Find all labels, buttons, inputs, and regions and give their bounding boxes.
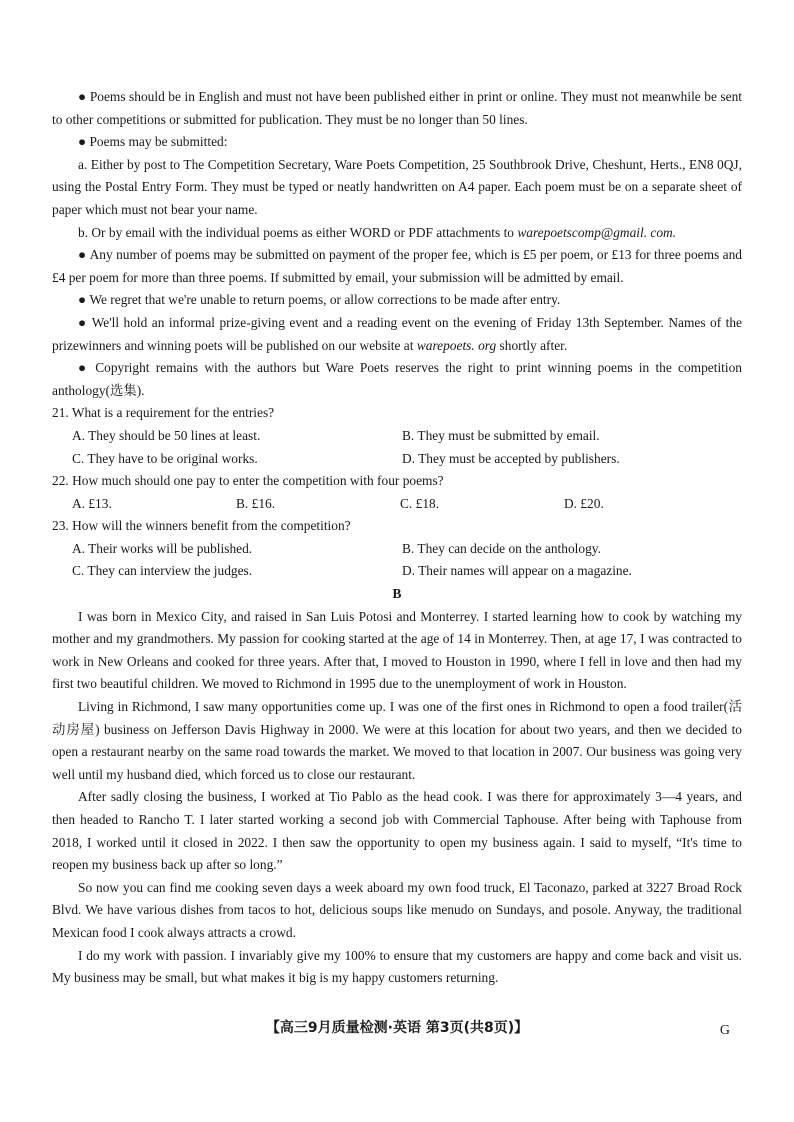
option-a: A. Their works will be published.: [72, 540, 253, 556]
option-b: B. £16.: [236, 495, 276, 511]
option-d: D. Their names will appear on a magazine.: [402, 563, 632, 579]
question-stem: 23. How will the winners benefit from the competition?: [52, 518, 351, 534]
notice-bullet-1: ● Poems should be in English and must not have been published either in print or online. They must not meanwhile be sent to other competitions or submitted for publication. They must be no longer than 50 lines.: [52, 86, 742, 131]
page-body: [52, 86, 742, 990]
option-c: C. They can interview the judges.: [72, 563, 253, 579]
paper-version-mark: G: [719, 1023, 730, 1038]
option-d: D. They must be accepted by publishers.: [402, 450, 620, 466]
notice-sub-a: a. Either by post to The Competition Secretary, Ware Poets Competition, 25 Southbrook Drive, Cheshunt, Herts., EN8 0QJ, using the Postal Entry Form. They must be typed or neatly handwritten on A4 paper. Each poem must be on a separate sheet of paper which must not bear your name.: [52, 156, 742, 217]
passage-b-paragraph-5: I do my work with passion. I invariably give my 100% to ensure that my customers are happy and come back and visit us. My business may be small, but what makes it big is my happy customers returning.: [52, 947, 742, 986]
passage-b-paragraph-4: So now you can find me cooking seven days a week aboard my own food truck, El Taconazo, parked at 3227 Broad Rock Blvd. We have various dishes from tacos to hot, delicious soups like menudo on Sundays, and posole. Anyway, the traditional Mexican food I cook always attracts a crowd.: [52, 879, 742, 940]
passage-b-paragraph-3: After sadly closing the business, I worked at Tio Pablo as the head cook. I was there for approximately 3—4 years, and then headed to Rancho T. I later started working a second job with Commercial Taphouse. After being with Taphouse from 2018, I worked until it closed in 2022. I then saw the opportunity to open my business again. I said to myself, “It's time to reopen my business back up after so long.”: [52, 789, 742, 873]
option-c: C. They have to be original works.: [72, 450, 258, 466]
question-stem: 21. What is a requirement for the entries?: [52, 405, 275, 421]
notice-bullet-2: ● Poems may be submitted:: [52, 131, 742, 154]
question-stem: 22. How much should one pay to enter the competition with four poems?: [52, 473, 444, 489]
notice-bullet-3: ● Any number of poems may be submitted on payment of the proper fee, which is £5 per poem, or £13 for three poems and £4 per poem for more than three poems. If submitted by email, your submission will be admitted by email.: [52, 244, 742, 289]
section-b-heading: B: [392, 586, 402, 602]
option-c: C. £18.: [400, 495, 440, 511]
contact-email: warepoetscomp@gmail. com.: [517, 224, 677, 240]
option-b: B. They can decide on the anthology.: [402, 540, 601, 556]
notice-bullet-4: ● We regret that we're unable to return poems, or allow corrections to be made after entry.: [52, 289, 742, 312]
passage-b-paragraph-1: I was born in Mexico City, and raised in San Luis Potosi and Monterrey. I started learning how to cook by watching my mother and my grandmothers. My passion for cooking started at the age of 14 in Monterrey. Then, at age 17, I was contracted to work in New Orleans and cooked for three years. After that, I moved to Houston in 1990, where I fell in love and then had my first two beautiful children. We moved to Richmond in 1995 due to the unemployment of work in Houston.: [52, 608, 742, 692]
option-a: A. £13.: [72, 495, 112, 511]
question-22: [52, 470, 742, 515]
question-options: [52, 493, 742, 516]
notice-bullet-6: ● Copyright remains with the authors but Ware Poets reserves the right to print winning poems in the competition anthology(选集).: [52, 357, 742, 402]
option-a: A. They should be 50 lines at least.: [72, 427, 261, 443]
notice-sub-b-text: b. Or by email with the individual poems as either WORD or PDF attachments to: [78, 224, 518, 240]
passage-b-paragraph-2: Living in Richmond, I saw many opportunities come up. I was one of the first ones in Richmond to open a food trailer(活动房屋) business on Jefferson Davis Highway in 2000. We were at this location for about two years, and then we decided to open a restaurant nearby on the same road towards the market. We moved to that location in 2007. Our business was going very well until my husband died, which forced us to close our restaurant.: [52, 699, 742, 782]
notice-sub-b: [52, 222, 742, 245]
notice-bullet-5-text: We'll hold an informal prize-giving event and a reading event on the evening of Friday 13th September. Names of the prizewinners and winning poets will be published on our website at: [52, 314, 742, 353]
notice-bullet-5: [52, 312, 742, 357]
question-options: [52, 425, 742, 470]
question-options: [52, 538, 742, 583]
website-link: warepoets. org: [416, 337, 497, 353]
question-23: [52, 515, 742, 583]
notice-bullet-5-end: shortly after.: [496, 337, 568, 353]
option-d: D. £20.: [564, 495, 604, 511]
option-b: B. They must be submitted by email.: [402, 427, 600, 443]
question-21: [52, 402, 742, 470]
page-footer: 【高三9月质量检测·英语 第3页(共8页)】: [265, 1020, 529, 1036]
